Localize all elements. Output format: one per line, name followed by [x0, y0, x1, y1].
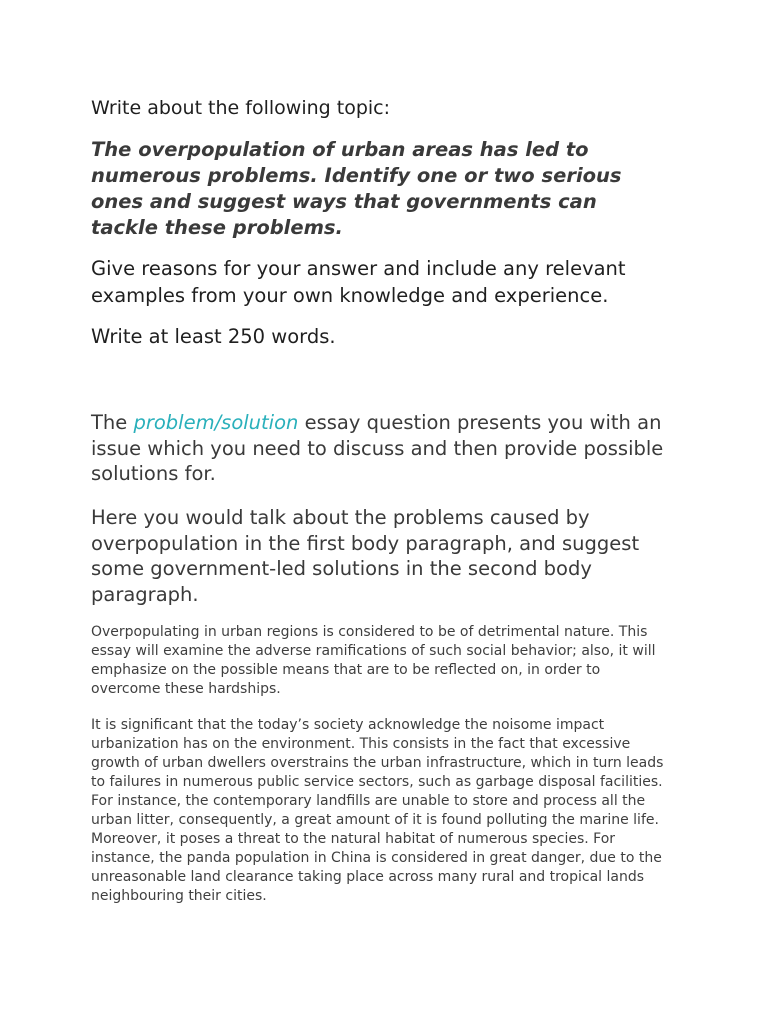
- task-instructions: Give reasons for your answer and include any relevant examples from your own knowledge and experience.: [91, 257, 626, 307]
- essay-paragraph-intro: Overpopulating in urban regions is considered to be of detrimental nature. This essay will examine the adverse ramifications of such social behavior; also, it will emphasize on the possible means that are to be reflected on, in order to overcome these hardships.: [91, 624, 656, 697]
- structure-guidance: Here you would talk about the problems caused by overpopulation in the first body paragraph, and suggest some government-led solutions in the second body paragraph.: [91, 506, 640, 606]
- task-heading: Write about the following topic:: [91, 97, 390, 119]
- word-count-requirement: Write at least 250 words.: [91, 325, 336, 348]
- essay-paragraph-body: It is significant that the today’s society acknowledge the noisome impact urbanization has on the environment. This consists in the fact that excessive growth of urban dwellers overstrains the urban infrastructure, which in turn leads to failures in numerous public service sectors, such as garbage disposal facilities. For instance, the contemporary landfills are unable to store and process all the urban litter, consequently, a great amount of it is found polluting the marine life. Moreover, it poses a threat to the natural habitat of numerous species. For instance, the panda population in China is considered in great danger, due to the unreasonable land clearance taking place across many rural and tropical lands neighbouring their cities.: [91, 717, 664, 904]
- problem-solution-link[interactable]: problem/solution: [127, 411, 299, 434]
- essay-topic: The overpopulation of urban areas has led to numerous problems. Identify one or two serious ones and suggest ways that governments can tackle these problems.: [91, 138, 622, 239]
- intro-prefix: The: [91, 411, 128, 434]
- intro-suffix: essay question presents you with an issue which you need to discuss and then provide possible solutions for.: [91, 411, 664, 485]
- essay-type-intro: [91, 410, 671, 487]
